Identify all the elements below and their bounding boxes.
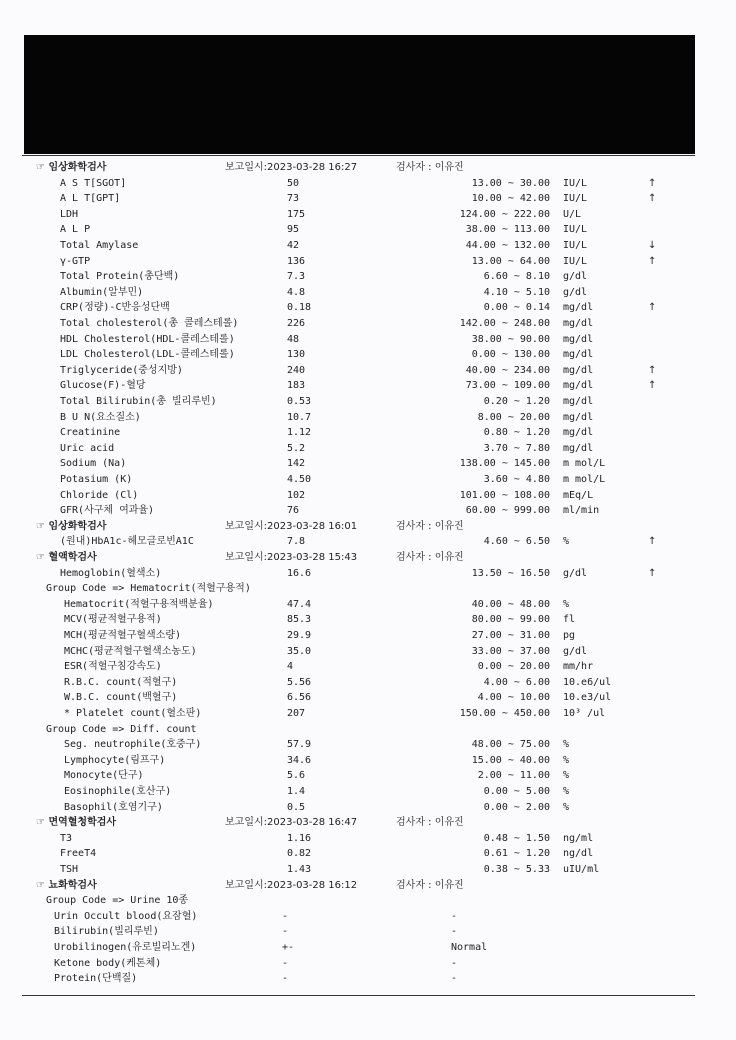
test-result-row xyxy=(0,347,736,362)
reference-range: 15.00 ~ 40.00 xyxy=(471,754,550,766)
test-result: 5.56 xyxy=(287,676,312,688)
test-unit: % xyxy=(563,801,570,813)
test-result-row xyxy=(0,753,736,768)
test-result: +- xyxy=(282,942,295,953)
test-unit: g/dl xyxy=(563,645,588,657)
test-result-row xyxy=(0,737,736,752)
test-name: Hematocrit(적혈구용적백분율) xyxy=(64,598,214,610)
reference-range: 138.00 ~ 145.00 xyxy=(459,458,550,470)
test-result-row xyxy=(0,285,736,300)
reference-range: 27.00 ~ 31.00 xyxy=(471,630,550,641)
test-result-row xyxy=(0,612,736,627)
test-result: 47.4 xyxy=(287,598,312,610)
reference-range: 0.00 ~ 0.14 xyxy=(483,302,550,314)
high-flag-arrow-icon: ↑ xyxy=(648,177,657,189)
high-flag-arrow-icon: ↑ xyxy=(648,380,657,392)
group-code-row xyxy=(0,893,736,908)
test-name: ESR(적혈구침강속도) xyxy=(64,661,162,673)
test-name: A S T[SGOT] xyxy=(60,177,127,189)
reference-range: 124.00 ~ 222.00 xyxy=(459,208,550,220)
test-unit: uIU/ml xyxy=(563,864,600,875)
test-result-row xyxy=(0,566,736,581)
test-name: Bilirubin(빌리루빈) xyxy=(54,926,159,938)
test-name: Hemoglobin(혈색소) xyxy=(60,567,162,579)
section-header xyxy=(0,519,736,534)
test-result-row xyxy=(0,690,736,705)
test-result-row xyxy=(0,784,736,799)
reference-range: 4.00 ~ 10.00 xyxy=(477,692,550,704)
test-result-row xyxy=(0,238,736,253)
test-result-row xyxy=(0,472,736,487)
test-result: 48 xyxy=(287,333,300,345)
examiner-name: 검사자 : 이유진 xyxy=(396,520,464,532)
test-name: Total cholesterol(총 콜레스테롤) xyxy=(60,318,239,329)
reference-range: 150.00 ~ 450.00 xyxy=(459,708,550,719)
test-unit: g/dl xyxy=(563,271,588,283)
test-result: 130 xyxy=(287,349,306,361)
reference-range: 0.00 ~ 130.00 xyxy=(471,349,550,361)
test-result-row xyxy=(0,846,736,861)
reference-range: 0.00 ~ 20.00 xyxy=(477,661,550,673)
test-result-row xyxy=(0,628,736,643)
group-code-row xyxy=(0,581,736,596)
reference-range: 0.48 ~ 1.50 xyxy=(483,832,550,844)
test-name: Creatinine xyxy=(60,427,121,439)
test-unit: IU/L xyxy=(563,177,588,189)
reference-range: 4.00 ~ 6.00 xyxy=(483,676,550,688)
test-name: Glucose(F)-혈당 xyxy=(60,380,146,392)
examiner-name: 검사자 : 이유진 xyxy=(396,817,464,829)
test-unit: % xyxy=(563,739,570,751)
test-result-row xyxy=(0,456,736,471)
test-unit: U/L xyxy=(563,208,582,220)
test-unit: fl xyxy=(563,614,576,626)
test-result-row xyxy=(0,862,736,877)
test-unit: mEq/L xyxy=(563,489,594,501)
test-name: Lymphocyte(림프구) xyxy=(64,754,166,766)
reference-range: 13.00 ~ 64.00 xyxy=(471,255,550,267)
high-flag-arrow-icon: ↑ xyxy=(648,536,657,548)
reference-range: - xyxy=(451,910,458,922)
test-result: - xyxy=(282,973,289,985)
test-name: R.B.C. count(적혈구) xyxy=(64,676,178,688)
test-result-row xyxy=(0,176,736,191)
test-result: - xyxy=(282,926,289,938)
reference-range: 0.00 ~ 2.00 xyxy=(483,801,550,813)
test-result-row xyxy=(0,300,736,315)
test-name: GFR(사구체 여과율) xyxy=(60,505,155,517)
high-flag-arrow-icon: ↑ xyxy=(648,255,657,267)
test-unit: ml/min xyxy=(563,505,600,517)
test-name: MCHC(평균적혈구혈색소농도) xyxy=(64,645,197,657)
test-result: 76 xyxy=(287,505,300,517)
reference-range: 4.10 ~ 5.10 xyxy=(483,286,550,298)
report-datetime: 보고일시:2023-03-28 15:43 xyxy=(225,552,358,563)
test-name: LDH xyxy=(60,208,79,220)
test-result-row xyxy=(0,644,736,659)
test-result: 102 xyxy=(287,489,306,501)
test-name: Protein(단백질) xyxy=(54,973,138,985)
test-result: 1.16 xyxy=(287,832,312,844)
test-result-row xyxy=(0,410,736,425)
test-result: 5.2 xyxy=(287,442,306,454)
reference-range: 0.61 ~ 1.20 xyxy=(483,848,550,860)
test-name: Basophil(호염기구) xyxy=(64,801,163,813)
test-name: Sodium (Na) xyxy=(60,458,127,470)
test-result-row xyxy=(0,675,736,690)
test-unit: % xyxy=(563,786,570,797)
test-result-row xyxy=(0,378,736,393)
test-name: Eosinophile(호산구) xyxy=(64,786,172,797)
test-result-row xyxy=(0,207,736,222)
test-result-row xyxy=(0,831,736,846)
report-datetime: 보고일시:2023-03-28 16:47 xyxy=(225,817,358,829)
test-name: Ketone body(케톤체) xyxy=(54,957,162,969)
test-unit: mm/hr xyxy=(563,661,594,673)
test-unit: mg/dl xyxy=(563,380,594,392)
test-name: MCV(평균적혈구용적) xyxy=(64,614,162,626)
test-result: 85.3 xyxy=(287,614,312,626)
group-code-label: Group Code => Urine 10종 xyxy=(46,895,189,907)
test-unit: mg/dl xyxy=(563,333,594,345)
urine-test-row xyxy=(0,924,736,939)
test-result: 1.43 xyxy=(287,864,312,875)
test-unit: mg/dl xyxy=(563,411,594,423)
test-result-row xyxy=(0,441,736,456)
test-name: Total Protein(총단백) xyxy=(60,271,180,283)
test-result: 7.3 xyxy=(287,271,306,283)
reference-range: 0.38 ~ 5.33 xyxy=(483,864,550,875)
test-name: Monocyte(단구) xyxy=(64,770,144,782)
test-unit: mg/dl xyxy=(563,442,594,454)
reference-range: - xyxy=(451,973,458,985)
test-unit: % xyxy=(563,536,570,548)
section-header xyxy=(0,815,736,830)
report-datetime: 보고일시:2023-03-28 16:01 xyxy=(225,520,358,532)
reference-range: - xyxy=(451,957,458,969)
test-unit: g/dl xyxy=(563,567,588,579)
test-result-row xyxy=(0,363,736,378)
low-flag-arrow-icon: ↓ xyxy=(648,240,657,251)
urine-test-row xyxy=(0,940,736,955)
test-result: 4 xyxy=(287,661,294,673)
test-result-row xyxy=(0,332,736,347)
test-name: A L P xyxy=(60,224,91,236)
test-name: FreeT4 xyxy=(60,848,97,860)
reference-range: 60.00 ~ 999.00 xyxy=(465,505,550,517)
reference-range: 0.20 ~ 1.20 xyxy=(483,396,550,407)
reference-range: 33.00 ~ 37.00 xyxy=(471,645,550,657)
test-result-row xyxy=(0,316,736,331)
section-header xyxy=(0,878,736,893)
test-name: B U N(요소질소) xyxy=(60,411,141,423)
test-result-row xyxy=(0,659,736,674)
test-result: 1.12 xyxy=(287,427,312,439)
test-unit: IU/L xyxy=(563,255,588,267)
section-title: ☞ 임상화학검사 xyxy=(36,520,107,532)
test-name: MCH(평균적혈구혈색소량) xyxy=(64,630,182,641)
test-name: Seg. neutrophile(호중구) xyxy=(64,739,202,751)
test-name: T3 xyxy=(60,832,73,844)
test-result: - xyxy=(282,910,289,922)
test-result-row xyxy=(0,503,736,518)
reference-range: 4.60 ~ 6.50 xyxy=(483,536,550,548)
examiner-name: 검사자 : 이유진 xyxy=(396,879,464,891)
test-unit: ng/ml xyxy=(563,832,594,844)
test-result-row xyxy=(0,269,736,284)
test-unit: IU/L xyxy=(563,240,588,251)
test-result-row xyxy=(0,706,736,721)
reference-range: 80.00 ~ 99.00 xyxy=(471,614,550,626)
reference-range: 44.00 ~ 132.00 xyxy=(465,240,550,251)
test-result: 0.82 xyxy=(287,848,312,860)
test-unit: mg/dl xyxy=(563,302,594,314)
test-name: (원내)HbA1c-헤모글로빈A1C xyxy=(60,536,194,548)
section-header xyxy=(0,550,736,565)
test-unit: % xyxy=(563,770,570,782)
test-result: 175 xyxy=(287,208,306,220)
test-result: 10.7 xyxy=(287,411,312,423)
test-result: 42 xyxy=(287,240,300,251)
test-result: 240 xyxy=(287,364,306,376)
test-name: W.B.C. count(백혈구) xyxy=(64,692,178,704)
reference-range: 40.00 ~ 234.00 xyxy=(465,364,550,376)
test-name: γ-GTP xyxy=(60,255,91,267)
reference-range: 0.00 ~ 5.00 xyxy=(483,786,550,797)
test-unit: 10³ /ul xyxy=(563,708,606,719)
group-code-label: Group Code => Hematocrit(적혈구용적) xyxy=(46,583,251,595)
test-result: 73 xyxy=(287,193,300,205)
high-flag-arrow-icon: ↑ xyxy=(648,567,657,579)
test-result: 0.18 xyxy=(287,302,312,314)
test-unit: % xyxy=(563,598,570,610)
urine-test-row xyxy=(0,909,736,924)
report-datetime: 보고일시:2023-03-28 16:12 xyxy=(225,879,358,891)
reference-range: 40.00 ~ 48.00 xyxy=(471,598,550,610)
test-result: 0.5 xyxy=(287,801,306,813)
test-name: HDL Cholesterol(HDL-콜레스테롤) xyxy=(60,333,235,345)
test-result: - xyxy=(282,957,289,969)
test-name: TSH xyxy=(60,864,79,875)
test-unit: % xyxy=(563,754,570,766)
test-result-row xyxy=(0,534,736,549)
test-result: 0.53 xyxy=(287,396,312,407)
test-name: Urobilinogen(유로빌리노겐) xyxy=(54,942,197,953)
test-result: 226 xyxy=(287,318,306,329)
high-flag-arrow-icon: ↑ xyxy=(648,302,657,314)
test-result: 29.9 xyxy=(287,630,312,641)
test-result-row xyxy=(0,425,736,440)
group-code-label: Group Code => Diff. count xyxy=(46,723,197,735)
test-unit: mg/dl xyxy=(563,318,594,329)
reference-range: 13.00 ~ 30.00 xyxy=(471,177,550,189)
test-name: Albumin(알부민) xyxy=(60,286,144,298)
test-unit: IU/L xyxy=(563,224,588,236)
urine-test-row xyxy=(0,971,736,986)
test-result: 7.8 xyxy=(287,536,306,548)
section-title: ☞ 임상화학검사 xyxy=(36,162,107,173)
test-name: A L T[GPT] xyxy=(60,193,121,205)
urine-test-row xyxy=(0,956,736,971)
test-unit: g/dl xyxy=(563,286,588,298)
test-result: 1.4 xyxy=(287,786,306,797)
test-name: Urin Occult blood(요잠혈) xyxy=(54,910,198,922)
section-title: ☞ 면역혈청학검사 xyxy=(36,817,117,829)
test-result: 4.50 xyxy=(287,474,312,485)
high-flag-arrow-icon: ↑ xyxy=(648,364,657,376)
test-result: 16.6 xyxy=(287,567,312,579)
test-result-row xyxy=(0,768,736,783)
section-header xyxy=(0,160,736,175)
reference-range: 38.00 ~ 90.00 xyxy=(471,333,550,345)
reference-range: Normal xyxy=(451,942,488,953)
test-name: Triglyceride(중성지방) xyxy=(60,364,183,376)
test-unit: pg xyxy=(563,630,576,641)
test-result: 57.9 xyxy=(287,739,312,751)
test-unit: mg/dl xyxy=(563,427,594,439)
test-result-row xyxy=(0,488,736,503)
reference-range: 0.80 ~ 1.20 xyxy=(483,427,550,439)
test-result: 5.6 xyxy=(287,770,306,782)
test-result-row xyxy=(0,394,736,409)
test-unit: mg/dl xyxy=(563,396,594,407)
reference-range: 3.60 ~ 4.80 xyxy=(483,474,550,485)
reference-range: 73.00 ~ 109.00 xyxy=(465,380,550,392)
test-result: 6.56 xyxy=(287,692,312,704)
reference-range: - xyxy=(451,926,458,938)
test-unit: m mol/L xyxy=(563,474,606,485)
reference-range: 48.00 ~ 75.00 xyxy=(471,739,550,751)
group-code-row xyxy=(0,722,736,737)
test-name: Chloride (Cl) xyxy=(60,489,139,501)
test-result: 183 xyxy=(287,380,306,392)
reference-range: 6.60 ~ 8.10 xyxy=(483,271,550,283)
reference-range: 2.00 ~ 11.00 xyxy=(477,770,550,782)
test-unit: ng/dl xyxy=(563,848,594,860)
test-result: 95 xyxy=(287,224,300,236)
reference-range: 142.00 ~ 248.00 xyxy=(459,318,550,329)
test-unit: 10.e3/ul xyxy=(563,692,612,704)
test-unit: IU/L xyxy=(563,193,588,205)
test-result: 142 xyxy=(287,458,306,470)
test-result-row xyxy=(0,222,736,237)
test-result-row xyxy=(0,254,736,269)
test-result: 4.8 xyxy=(287,286,306,298)
test-name: * Platelet count(혈소판) xyxy=(64,708,202,719)
section-title: ☞ 뇨화학검사 xyxy=(36,879,97,891)
reference-range: 3.70 ~ 7.80 xyxy=(483,442,550,454)
reference-range: 101.00 ~ 108.00 xyxy=(459,489,550,501)
report-datetime: 보고일시:2023-03-28 16:27 xyxy=(225,162,358,173)
test-result-row xyxy=(0,597,736,612)
test-unit: m mol/L xyxy=(563,458,606,470)
high-flag-arrow-icon: ↑ xyxy=(648,193,657,205)
test-unit: mg/dl xyxy=(563,349,594,361)
test-name: Total Bilirubin(총 빌리루빈) xyxy=(60,396,217,407)
test-name: LDL Cholesterol(LDL-콜레스테롤) xyxy=(60,349,235,361)
test-unit: mg/dl xyxy=(563,364,594,376)
test-result: 207 xyxy=(287,708,306,719)
examiner-name: 검사자 : 이유진 xyxy=(396,552,464,563)
test-result: 50 xyxy=(287,177,300,189)
test-result: 35.0 xyxy=(287,645,312,657)
test-name: Potasium (K) xyxy=(60,474,133,485)
reference-range: 13.50 ~ 16.50 xyxy=(471,567,550,579)
examiner-name: 검사자 : 이유진 xyxy=(396,162,464,173)
test-unit: 10.e6/ul xyxy=(563,676,612,688)
test-result: 34.6 xyxy=(287,754,312,766)
reference-range: 10.00 ~ 42.00 xyxy=(471,193,550,205)
reference-range: 8.00 ~ 20.00 xyxy=(477,411,550,423)
test-result-row xyxy=(0,191,736,206)
test-result: 136 xyxy=(287,255,306,267)
test-result-row xyxy=(0,800,736,815)
test-name: Total Amylase xyxy=(60,240,139,251)
reference-range: 38.00 ~ 113.00 xyxy=(465,224,550,236)
test-name: Uric acid xyxy=(60,442,115,454)
section-title: ☞ 혈액학검사 xyxy=(36,552,97,563)
test-name: CRP(정량)-C반응성단백 xyxy=(60,302,170,314)
